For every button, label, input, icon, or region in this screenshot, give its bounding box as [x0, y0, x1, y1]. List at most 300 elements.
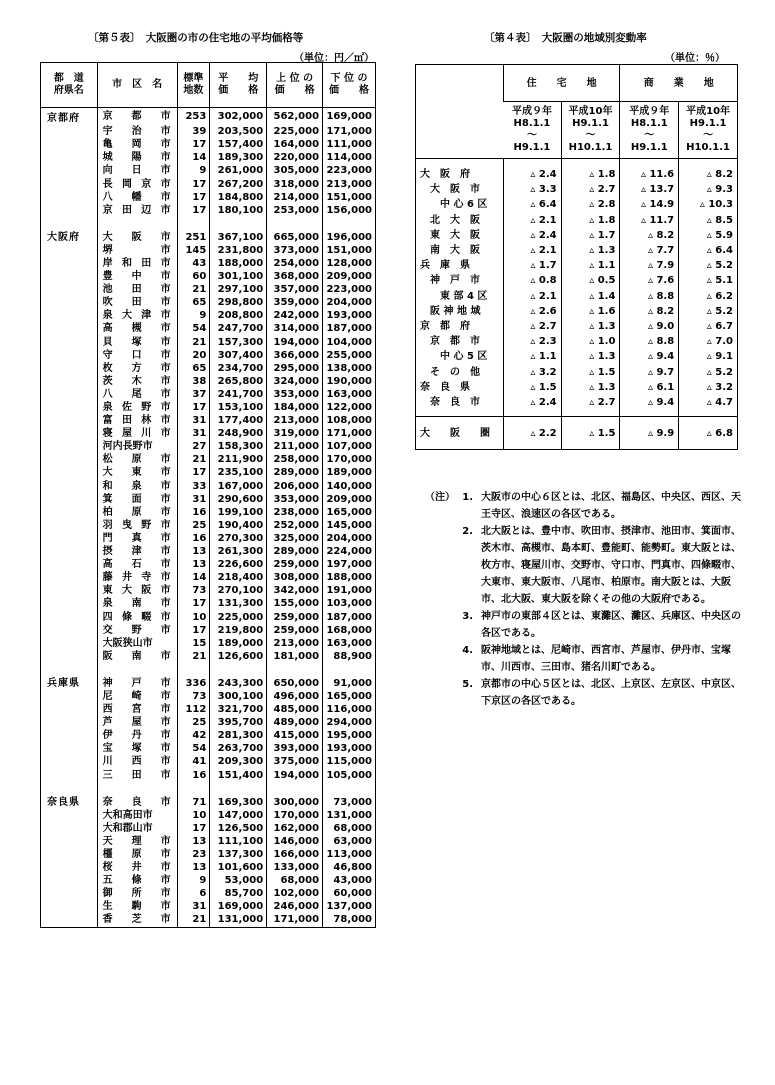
avg-cell: 281,300	[210, 729, 267, 742]
pref-cell	[41, 257, 98, 270]
avg-cell: 225,000	[210, 610, 267, 623]
table4	[415, 64, 738, 450]
city-cell: 河内長野市	[97, 440, 177, 453]
pref-cell	[41, 204, 98, 217]
rate-cell: ▵ 8.5	[679, 213, 738, 228]
pref-cell	[41, 414, 98, 427]
table-row	[41, 336, 376, 349]
rate-cell: ▵ 9.4	[620, 395, 679, 410]
avg-cell: 153,100	[210, 401, 267, 414]
city-cell: 御 所 市	[97, 887, 177, 900]
bottom-cell: 78,000	[323, 913, 376, 927]
city-cell: 堺 市	[97, 244, 177, 257]
table-row	[416, 243, 738, 258]
avg-cell: 184,800	[210, 191, 267, 204]
rate-cell: ▵ 1.5	[561, 364, 620, 379]
total-rate-cell: ▵ 1.5	[561, 417, 620, 450]
avg-cell: 157,300	[210, 336, 267, 349]
table-row	[41, 848, 376, 861]
count-cell: 20	[177, 349, 210, 362]
avg-cell: 131,000	[210, 913, 267, 927]
table4-body	[416, 159, 738, 450]
rate-cell: ▵ 1.7	[503, 258, 561, 273]
table5-header-row	[41, 63, 376, 108]
rate-cell: ▵ 1.3	[561, 319, 620, 334]
pref-cell	[41, 769, 98, 782]
note-text: 神戸市の東部４区とは、東灘区、灘区、兵庫区、中央区の各区である。	[481, 611, 741, 639]
avg-cell: 265,800	[210, 375, 267, 388]
region-cell: 奈 良 県	[420, 381, 470, 393]
pref-cell	[41, 322, 98, 335]
bottom-cell: 187,000	[323, 322, 376, 335]
rate-cell: ▵ 1.5	[503, 380, 561, 395]
table-row	[41, 283, 376, 296]
pref-cell	[41, 177, 98, 190]
pref-cell	[41, 270, 98, 283]
pref-cell	[41, 244, 98, 257]
count-cell: 17	[177, 138, 210, 151]
avg-cell: 169,300	[210, 796, 267, 809]
top-cell: 259,000	[267, 558, 323, 571]
table-row	[416, 319, 738, 334]
table-row	[41, 519, 376, 532]
bottom-cell: 145,000	[323, 519, 376, 532]
avg-cell: 267,200	[210, 177, 267, 190]
avg-cell: 126,500	[210, 822, 267, 835]
table-row	[41, 493, 376, 506]
top-cell: 359,000	[267, 296, 323, 309]
rate-cell: ▵ 10.3	[679, 197, 738, 212]
city-cell: 神 戸 市	[97, 677, 177, 690]
top-cell: 146,000	[267, 835, 323, 848]
table-row	[41, 388, 376, 401]
rate-cell: ▵ 1.1	[561, 258, 620, 273]
count-cell: 21	[177, 336, 210, 349]
top-cell: 194,000	[267, 336, 323, 349]
table-row	[41, 270, 376, 283]
bottom-cell: 115,000	[323, 755, 376, 768]
bottom-cell: 114,000	[323, 151, 376, 164]
pref-cell	[41, 532, 98, 545]
rate-cell: ▵ 1.0	[561, 334, 620, 349]
top-cell: 319,000	[267, 427, 323, 440]
table-row	[41, 401, 376, 414]
table-row	[416, 182, 738, 197]
avg-cell: 209,300	[210, 755, 267, 768]
table-row	[41, 769, 376, 782]
note-number: 4.	[462, 645, 473, 656]
region-cell: 阪 神 地 域	[430, 305, 481, 317]
top-cell: 238,000	[267, 506, 323, 519]
bottom-cell: 156,000	[323, 204, 376, 217]
table-row	[41, 480, 376, 493]
table-row	[416, 213, 738, 228]
table-row	[416, 167, 738, 182]
top-cell: 342,000	[267, 584, 323, 597]
count-cell: 251	[177, 231, 210, 244]
pref-cell	[41, 690, 98, 703]
count-cell: 17	[177, 177, 210, 190]
top-cell: 220,000	[267, 151, 323, 164]
table5	[40, 62, 376, 928]
pref-cell	[41, 703, 98, 716]
count-cell: 54	[177, 322, 210, 335]
count-cell: 73	[177, 690, 210, 703]
total-rate-cell: ▵ 6.8	[679, 417, 738, 450]
avg-cell: 270,300	[210, 532, 267, 545]
city-cell: 泉 大 津 市	[97, 309, 177, 322]
rate-cell: ▵ 3.2	[679, 380, 738, 395]
header-pref: 都 道 府県名	[41, 63, 98, 108]
bottom-cell: 103,000	[323, 597, 376, 610]
city-cell: 箕 面 市	[97, 493, 177, 506]
note-number: 1.	[462, 492, 473, 503]
city-cell: 寝 屋 川 市	[97, 427, 177, 440]
table-row	[41, 440, 376, 453]
count-cell: 15	[177, 637, 210, 650]
header-residential: 住 宅 地	[503, 65, 620, 102]
count-cell: 13	[177, 835, 210, 848]
note-number: 3.	[462, 611, 473, 622]
avg-cell: 167,000	[210, 480, 267, 493]
rate-cell: ▵ 5.2	[679, 304, 738, 319]
rate-cell: ▵ 0.5	[561, 273, 620, 288]
count-cell: 17	[177, 191, 210, 204]
table-row	[41, 362, 376, 375]
count-cell: 21	[177, 283, 210, 296]
pref-cell	[41, 637, 98, 650]
top-cell: 289,000	[267, 466, 323, 479]
table-row	[41, 755, 376, 768]
rate-cell: ▵ 2.6	[503, 304, 561, 319]
count-cell: 16	[177, 506, 210, 519]
pref-cell	[41, 809, 98, 822]
pref-cell	[41, 453, 98, 466]
count-cell: 10	[177, 809, 210, 822]
count-cell: 31	[177, 427, 210, 440]
avg-cell: 177,400	[210, 414, 267, 427]
rate-cell: ▵ 8.2	[679, 167, 738, 182]
top-cell: 496,000	[267, 690, 323, 703]
pref-cell	[41, 440, 98, 453]
note-item	[425, 676, 743, 710]
region-cell: 神 戸 市	[430, 275, 480, 287]
table-row	[41, 874, 376, 887]
top-cell: 305,000	[267, 164, 323, 177]
region-cell: 南 大 阪	[430, 245, 480, 257]
rate-cell: ▵ 6.7	[679, 319, 738, 334]
city-cell: 八 尾 市	[97, 388, 177, 401]
city-cell: 宇 治 市	[97, 125, 177, 138]
city-cell: 生 駒 市	[97, 900, 177, 913]
rate-cell: ▵ 2.4	[503, 228, 561, 243]
city-cell: 宝 塚 市	[97, 742, 177, 755]
table-row	[41, 887, 376, 900]
pref-cell	[41, 375, 98, 388]
rate-cell: ▵ 13.7	[620, 182, 679, 197]
count-cell: 25	[177, 716, 210, 729]
region-cell: 中 心 6 区	[440, 199, 488, 211]
count-cell: 73	[177, 584, 210, 597]
top-cell: 300,000	[267, 796, 323, 809]
bottom-cell: 46,800	[323, 861, 376, 874]
table-row	[41, 349, 376, 362]
city-cell: 和 泉 市	[97, 480, 177, 493]
count-cell: 14	[177, 151, 210, 164]
pref-cell	[41, 125, 98, 138]
top-cell: 353,000	[267, 493, 323, 506]
header-city: 市 区 名	[97, 63, 177, 108]
count-cell: 60	[177, 270, 210, 283]
pref-cell	[41, 650, 98, 663]
region-cell: 京 都 府	[420, 320, 470, 332]
city-cell: 高 槻 市	[97, 322, 177, 335]
rate-cell: ▵ 7.0	[679, 334, 738, 349]
top-cell: 242,000	[267, 309, 323, 322]
note-label	[425, 676, 455, 710]
rate-cell: ▵ 8.2	[620, 228, 679, 243]
pref-cell	[41, 493, 98, 506]
note-label	[425, 642, 455, 676]
pref-cell	[41, 296, 98, 309]
bottom-cell: 165,000	[323, 690, 376, 703]
avg-cell: 211,900	[210, 453, 267, 466]
note-number: 2.	[462, 526, 473, 537]
city-cell: 茨 木 市	[97, 375, 177, 388]
top-cell: 170,000	[267, 809, 323, 822]
bottom-cell: 171,000	[323, 427, 376, 440]
region-cell: 中 心 5 区	[440, 351, 488, 363]
table-row	[41, 177, 376, 190]
avg-cell: 53,000	[210, 874, 267, 887]
rate-cell: ▵ 1.1	[503, 349, 561, 364]
top-cell: 166,000	[267, 848, 323, 861]
count-cell: 54	[177, 742, 210, 755]
table-row	[41, 164, 376, 177]
note-text: 京都市の中心５区とは、北区、上京区、左京区、中京区、下京区の各区である。	[481, 679, 741, 707]
top-cell: 252,000	[267, 519, 323, 532]
region-cell: 兵 庫 県	[420, 260, 470, 272]
top-cell: 314,000	[267, 322, 323, 335]
table-row	[416, 349, 738, 364]
avg-cell: 298,800	[210, 296, 267, 309]
top-cell: 258,000	[267, 453, 323, 466]
top-cell: 214,000	[267, 191, 323, 204]
top-cell: 206,000	[267, 480, 323, 493]
table-row	[41, 466, 376, 479]
pref-cell	[41, 822, 98, 835]
avg-cell: 261,000	[210, 164, 267, 177]
bottom-cell: 189,000	[323, 466, 376, 479]
top-cell: 366,000	[267, 349, 323, 362]
count-cell: 42	[177, 729, 210, 742]
table5-unit: （単位：円／㎡）	[294, 53, 374, 64]
city-cell: 桜 井 市	[97, 861, 177, 874]
rate-cell: ▵ 9.0	[620, 319, 679, 334]
avg-cell: 300,100	[210, 690, 267, 703]
avg-cell: 367,100	[210, 231, 267, 244]
bottom-cell: 209,000	[323, 493, 376, 506]
rate-cell: ▵ 2.7	[503, 319, 561, 334]
rate-cell: ▵ 3.2	[503, 364, 561, 379]
rate-cell: ▵ 1.3	[561, 380, 620, 395]
table-row	[41, 257, 376, 270]
pref-cell	[41, 362, 98, 375]
table-row	[41, 558, 376, 571]
pref-cell	[41, 874, 98, 887]
top-cell: 225,000	[267, 125, 323, 138]
region-cell: 奈 良 市	[430, 396, 480, 408]
table-row	[41, 108, 376, 126]
bottom-cell: 128,000	[323, 257, 376, 270]
count-cell: 65	[177, 296, 210, 309]
pref-cell	[41, 164, 98, 177]
table4-title: 〔第４表〕 大阪圏の地域別変動率	[484, 32, 647, 44]
bottom-cell: 113,000	[323, 848, 376, 861]
rate-cell: ▵ 3.3	[503, 182, 561, 197]
pref-cell	[41, 900, 98, 913]
header-bottom: 下 位 の 価 格	[323, 63, 376, 108]
top-cell: 324,000	[267, 375, 323, 388]
avg-cell: 180,100	[210, 204, 267, 217]
table-row	[416, 258, 738, 273]
table-row	[41, 532, 376, 545]
top-cell: 259,000	[267, 610, 323, 623]
count-cell: 14	[177, 571, 210, 584]
table-row	[41, 822, 376, 835]
city-cell: 川 西 市	[97, 755, 177, 768]
city-cell: 四 條 畷 市	[97, 610, 177, 623]
city-cell: 吹 田 市	[97, 296, 177, 309]
pref-cell	[41, 624, 98, 637]
table-row	[41, 637, 376, 650]
bottom-cell: 224,000	[323, 545, 376, 558]
city-cell: 大 東 市	[97, 466, 177, 479]
table-row	[41, 729, 376, 742]
count-cell: 17	[177, 597, 210, 610]
top-cell: 171,000	[267, 913, 323, 927]
city-cell: 八 幡 市	[97, 191, 177, 204]
rate-cell: ▵ 6.4	[679, 243, 738, 258]
rate-cell: ▵ 11.7	[620, 213, 679, 228]
avg-cell: 169,000	[210, 900, 267, 913]
table-row	[41, 597, 376, 610]
rate-cell: ▵ 9.4	[620, 349, 679, 364]
total-name-cell: 大 阪 圏	[420, 427, 490, 439]
city-cell: 岸 和 田 市	[97, 257, 177, 270]
table-row	[41, 309, 376, 322]
table-row	[41, 742, 376, 755]
pref-cell	[41, 848, 98, 861]
region-cell: 東 部 4 区	[440, 290, 488, 302]
city-cell: 西 宮 市	[97, 703, 177, 716]
avg-cell: 189,300	[210, 151, 267, 164]
count-cell: 112	[177, 703, 210, 716]
city-cell: 富 田 林 市	[97, 414, 177, 427]
pref-cell: 京都府	[47, 113, 80, 125]
city-cell: 交 野 市	[97, 624, 177, 637]
rate-cell: ▵ 1.8	[561, 167, 620, 182]
rate-cell: ▵ 2.7	[561, 182, 620, 197]
city-cell: 三 田 市	[97, 769, 177, 782]
city-cell: 大和高田市	[97, 809, 177, 822]
avg-cell: 151,400	[210, 769, 267, 782]
bottom-cell: 294,000	[323, 716, 376, 729]
bottom-cell: 193,000	[323, 309, 376, 322]
bottom-cell: 204,000	[323, 532, 376, 545]
bottom-cell: 140,000	[323, 480, 376, 493]
note-item	[425, 642, 743, 676]
pref-cell: 大阪府	[47, 231, 80, 243]
period-header: 平成10年 H9.1.1 〜 H10.1.1	[679, 102, 738, 159]
region-cell: 東 大 阪	[430, 229, 480, 241]
rate-cell: ▵ 9.1	[679, 349, 738, 364]
rate-cell: ▵ 11.6	[620, 167, 679, 182]
header-top: 上 位 の 価 格	[267, 63, 323, 108]
pref-cell	[41, 519, 98, 532]
rate-cell: ▵ 2.1	[503, 243, 561, 258]
city-cell: 京 田 辺 市	[97, 204, 177, 217]
city-cell: 橿 原 市	[97, 848, 177, 861]
avg-cell: 235,100	[210, 466, 267, 479]
city-cell: 枚 方 市	[97, 362, 177, 375]
pref-cell	[41, 545, 98, 558]
count-cell: 21	[177, 913, 210, 927]
bottom-cell: 204,000	[323, 296, 376, 309]
table-row	[41, 204, 376, 217]
rate-cell: ▵ 2.1	[503, 213, 561, 228]
bottom-cell: 105,000	[323, 769, 376, 782]
avg-cell: 321,700	[210, 703, 267, 716]
rate-cell: ▵ 2.7	[561, 395, 620, 410]
table-row	[41, 913, 376, 927]
top-cell: 357,000	[267, 283, 323, 296]
table-row	[41, 322, 376, 335]
count-cell: 33	[177, 480, 210, 493]
rate-cell: ▵ 0.8	[503, 273, 561, 288]
table-row	[416, 197, 738, 212]
count-cell: 21	[177, 453, 210, 466]
count-cell: 9	[177, 164, 210, 177]
table-row	[41, 191, 376, 204]
pref-cell	[41, 466, 98, 479]
pref-cell	[41, 610, 98, 623]
avg-cell: 248,900	[210, 427, 267, 440]
top-cell: 181,000	[267, 650, 323, 663]
top-cell: 325,000	[267, 532, 323, 545]
rate-cell: ▵ 8.8	[620, 289, 679, 304]
avg-cell: 131,300	[210, 597, 267, 610]
count-cell: 17	[177, 624, 210, 637]
count-cell: 25	[177, 519, 210, 532]
table5-body	[41, 108, 376, 928]
city-cell: 尼 崎 市	[97, 690, 177, 703]
pref-cell	[41, 755, 98, 768]
bottom-cell: 151,000	[323, 244, 376, 257]
top-cell: 415,000	[267, 729, 323, 742]
top-cell: 375,000	[267, 755, 323, 768]
top-cell: 102,000	[267, 887, 323, 900]
table-row	[416, 380, 738, 395]
count-cell: 17	[177, 204, 210, 217]
rate-cell: ▵ 5.2	[679, 258, 738, 273]
pref-cell	[41, 138, 98, 151]
count-cell: 37	[177, 388, 210, 401]
avg-cell: 307,400	[210, 349, 267, 362]
top-cell: 213,000	[267, 414, 323, 427]
count-cell: 41	[177, 755, 210, 768]
bottom-cell: 190,000	[323, 375, 376, 388]
